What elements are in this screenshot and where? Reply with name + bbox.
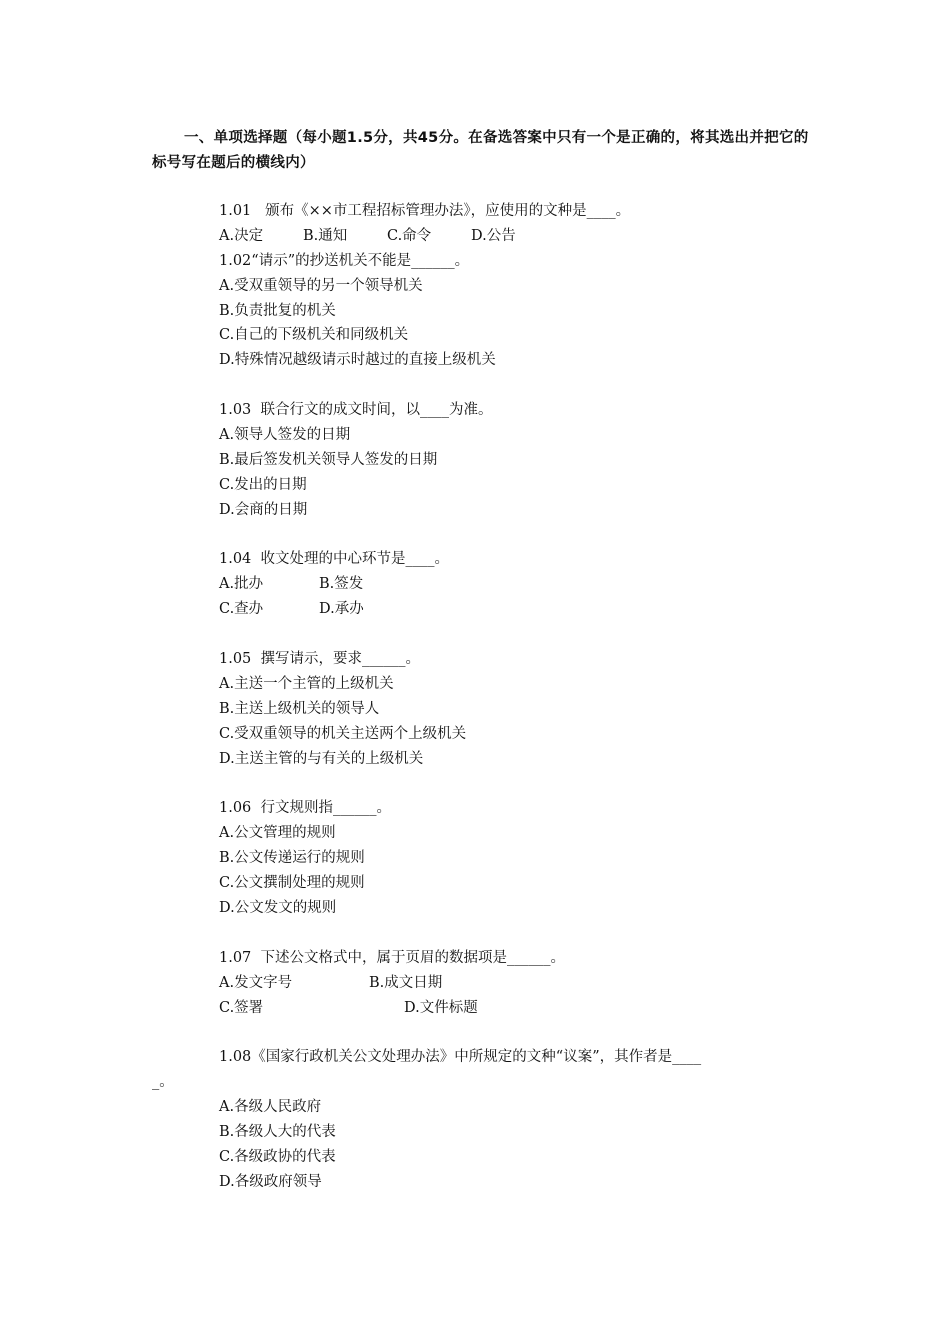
option-a: A.发文字号 bbox=[219, 974, 293, 991]
question-options-4-row1 bbox=[0, 572, 950, 597]
option-a: A.主送一个主管的上级机关 bbox=[219, 675, 394, 692]
question-stem-1: 1.01 颁布《××市工程招标管理办法》，应使用的文种是____。 bbox=[219, 203, 631, 219]
section-heading: 一、单项选择题（每小题1.5分，共45分。在备选答案中只有一个是正确的，将其选出并把它的标号写在题后的横线内） bbox=[152, 130, 809, 171]
option-b: B.成文日期 bbox=[369, 974, 443, 991]
spacer bbox=[0, 622, 950, 647]
spacer bbox=[0, 373, 950, 398]
option-c: C.受双重领导的机关主送两个上级机关 bbox=[219, 725, 467, 742]
option-b: B.负责批复的机关 bbox=[219, 302, 336, 319]
option-d: D.文件标题 bbox=[404, 999, 478, 1016]
question-options-7-row1 bbox=[0, 971, 950, 996]
option-c: C.签署 bbox=[219, 999, 264, 1016]
question-stem-8-continued: _。 bbox=[152, 1074, 174, 1091]
option-d: D.主送主管的与有关的上级机关 bbox=[219, 750, 424, 767]
option-c: C.查办 bbox=[219, 601, 264, 618]
question-options-4-row2 bbox=[0, 597, 950, 622]
option-b: B.签发 bbox=[319, 576, 364, 593]
spacer bbox=[0, 1020, 950, 1045]
option-d: D.承办 bbox=[319, 601, 364, 618]
option-b: B.最后签发机关领导人签发的日期 bbox=[219, 451, 438, 468]
question-stem-8: 1.08《国家行政机关公文处理办法》中所规定的文种“议案”，其作者是____ bbox=[219, 1049, 702, 1066]
question-options-7-row2 bbox=[0, 996, 950, 1021]
option-b: B.各级人大的代表 bbox=[219, 1123, 336, 1140]
question-stem-2: 1.02“请示”的抄送机关不能是______。 bbox=[219, 252, 470, 269]
option-d: D.各级政府领导 bbox=[219, 1173, 322, 1190]
option-b: B.公文传递运行的规则 bbox=[219, 850, 365, 867]
option-c: C.发出的日期 bbox=[219, 476, 307, 493]
option-c: C.公文撰制处理的规则 bbox=[219, 875, 365, 892]
question-list bbox=[0, 199, 950, 1195]
question-stem-3: 1.03 联合行文的成文时间，以____为准。 bbox=[219, 402, 493, 419]
spacer bbox=[0, 771, 950, 796]
question-stem-7: 1.07 下述公文格式中，属于页眉的数据项是______。 bbox=[219, 949, 566, 966]
option-b: B.通知 bbox=[303, 227, 348, 244]
option-a: A.领导人签发的日期 bbox=[219, 427, 351, 444]
question-options-1 bbox=[0, 224, 950, 249]
option-d: D.特殊情况越级请示时越过的直接上级机关 bbox=[219, 352, 496, 369]
option-a: A.受双重领导的另一个领导机关 bbox=[219, 277, 423, 294]
option-a: A.批办 bbox=[219, 576, 264, 593]
option-c: C.命令 bbox=[387, 227, 432, 244]
spacer bbox=[0, 921, 950, 946]
option-a: A.决定 bbox=[219, 227, 264, 244]
option-a: A.公文管理的规则 bbox=[219, 825, 336, 842]
question-stem-4: 1.04 收文处理的中心环节是____。 bbox=[219, 551, 450, 568]
option-d: D.公告 bbox=[471, 227, 516, 244]
option-b: B.主送上级机关的领导人 bbox=[219, 700, 380, 717]
option-d: D.公文发文的规则 bbox=[219, 899, 337, 916]
spacer bbox=[0, 523, 950, 548]
option-d: D.会商的日期 bbox=[219, 501, 308, 518]
option-c: C.各级政协的代表 bbox=[219, 1148, 336, 1165]
option-a: A.各级人民政府 bbox=[219, 1099, 322, 1116]
question-stem-5: 1.05 撰写请示，要求______。 bbox=[219, 651, 421, 668]
option-c: C.自己的下级机关和同级机关 bbox=[219, 327, 409, 344]
question-stem-6: 1.06 行文规则指______。 bbox=[219, 800, 392, 817]
